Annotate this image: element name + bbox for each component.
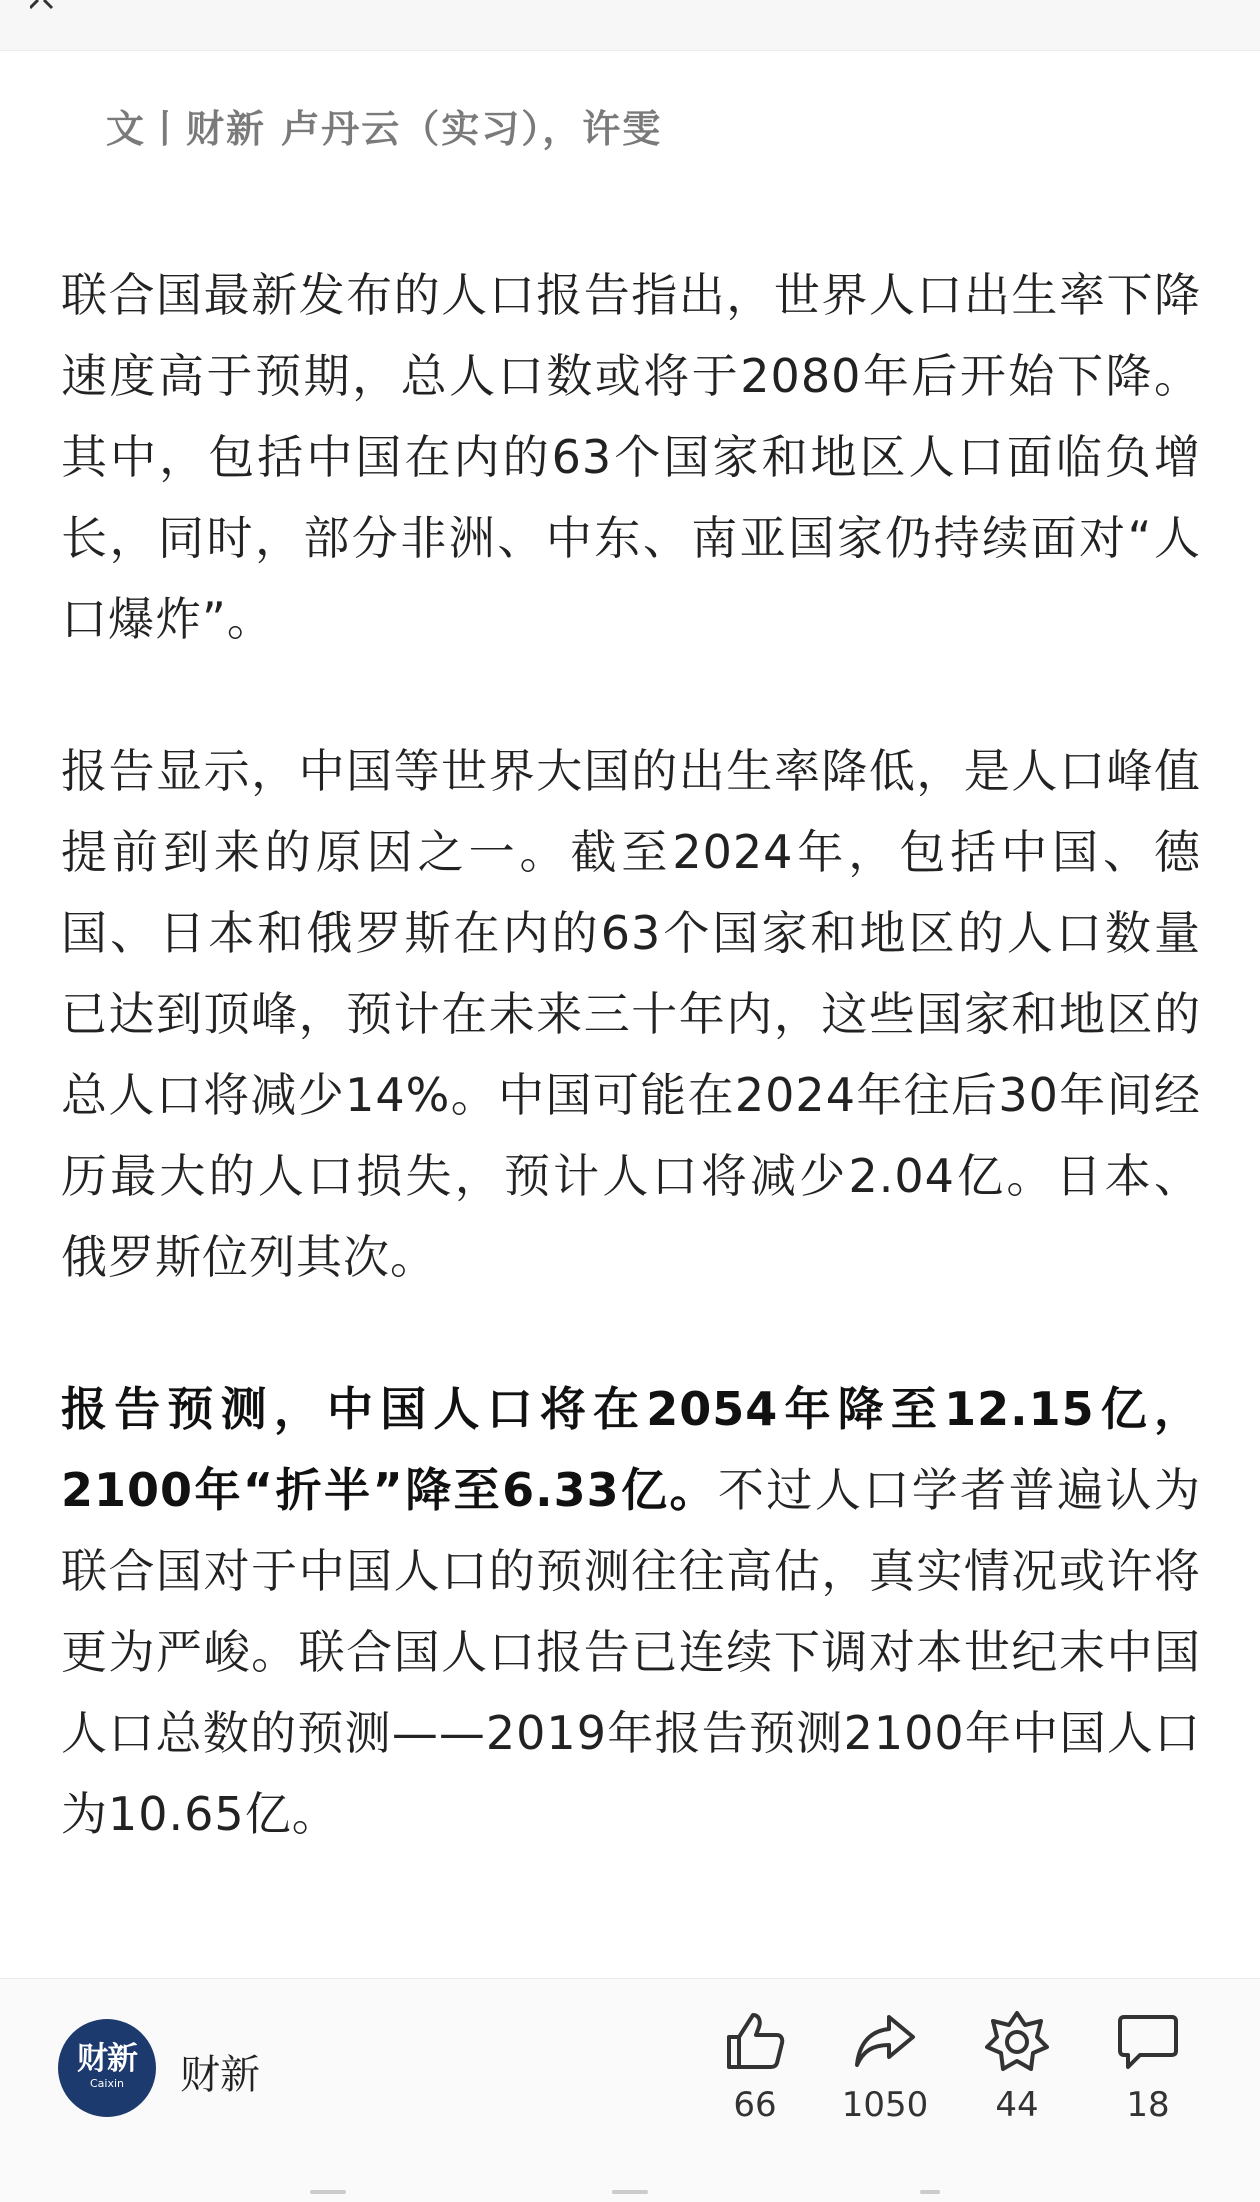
paragraph-1 <box>61 255 1201 660</box>
article-byline: 文丨财新 卢丹云（实习），许雯 <box>106 107 663 151</box>
logo-subtext: Caixin <box>89 2077 124 2090</box>
paragraph-text: 联合国最新发布的人口报告指出，世界人口出生率下降速度高于预期，总人口数或将于2080年后开始下降。其中，包括中国在内的63个国家和地区人口面临负增长，同时，部分非洲、中东、南亚国家仍持续面对“人口爆炸”。 <box>61 268 1201 646</box>
share-count: 1050 <box>841 2085 929 2125</box>
source-name[interactable]: 财新 <box>180 2052 260 2098</box>
paragraph-2 <box>61 731 1201 1298</box>
nav-hint-left <box>310 2190 346 2194</box>
nav-hint-center <box>612 2190 648 2194</box>
comment-bubble-icon <box>1116 2009 1180 2073</box>
comment-button[interactable] <box>1083 2009 1213 2139</box>
paragraph-3 <box>61 1369 1201 1855</box>
share-arrow-icon <box>853 2009 917 2073</box>
system-nav-hints <box>0 2190 1260 2201</box>
favorite-button[interactable] <box>952 2009 1082 2139</box>
article-body <box>61 255 1201 1926</box>
thumbs-up-icon <box>723 2009 787 2073</box>
paragraph-text: 不过人口学者普遍认为联合国对于中国人口的预测往往高估，真实情况或许将更为严峻。联合国人口报告已连续下调对本世纪末中国人口总数的预测——2019年报告预测2100年中国人口为10.65亿。 <box>61 1463 1201 1841</box>
comment-count: 18 <box>1126 2085 1170 2125</box>
like-button[interactable] <box>690 2009 820 2139</box>
paragraph-bold-lead: 报告预测，中国人口将在2054年降至12.15亿，2100年“折半”降至6.33亿。 <box>61 1382 1201 1517</box>
back-chevron-icon[interactable] <box>30 0 70 10</box>
top-bar <box>0 0 1260 51</box>
bottom-action-bar <box>0 1978 1260 2202</box>
favorite-count: 44 <box>995 2085 1039 2125</box>
star-outline-icon <box>985 2009 1049 2073</box>
caixin-logo[interactable] <box>58 2019 156 2117</box>
logo-text: 财新 <box>77 2041 137 2077</box>
paragraph-text: 报告显示，中国等世界大国的出生率降低，是人口峰值提前到来的原因之一。截至2024年，包括中国、德国、日本和俄罗斯在内的63个国家和地区的人口数量已达到顶峰，预计在未来三十年内，这些国家和地区的总人口将减少14%。中国可能在2024年往后30年间经历最大的人口损失，预计人口将减少2.04亿。日本、俄罗斯位列其次。 <box>61 744 1201 1284</box>
nav-hint-right <box>920 2190 940 2194</box>
like-count: 66 <box>733 2085 777 2125</box>
share-button[interactable] <box>820 2009 950 2139</box>
